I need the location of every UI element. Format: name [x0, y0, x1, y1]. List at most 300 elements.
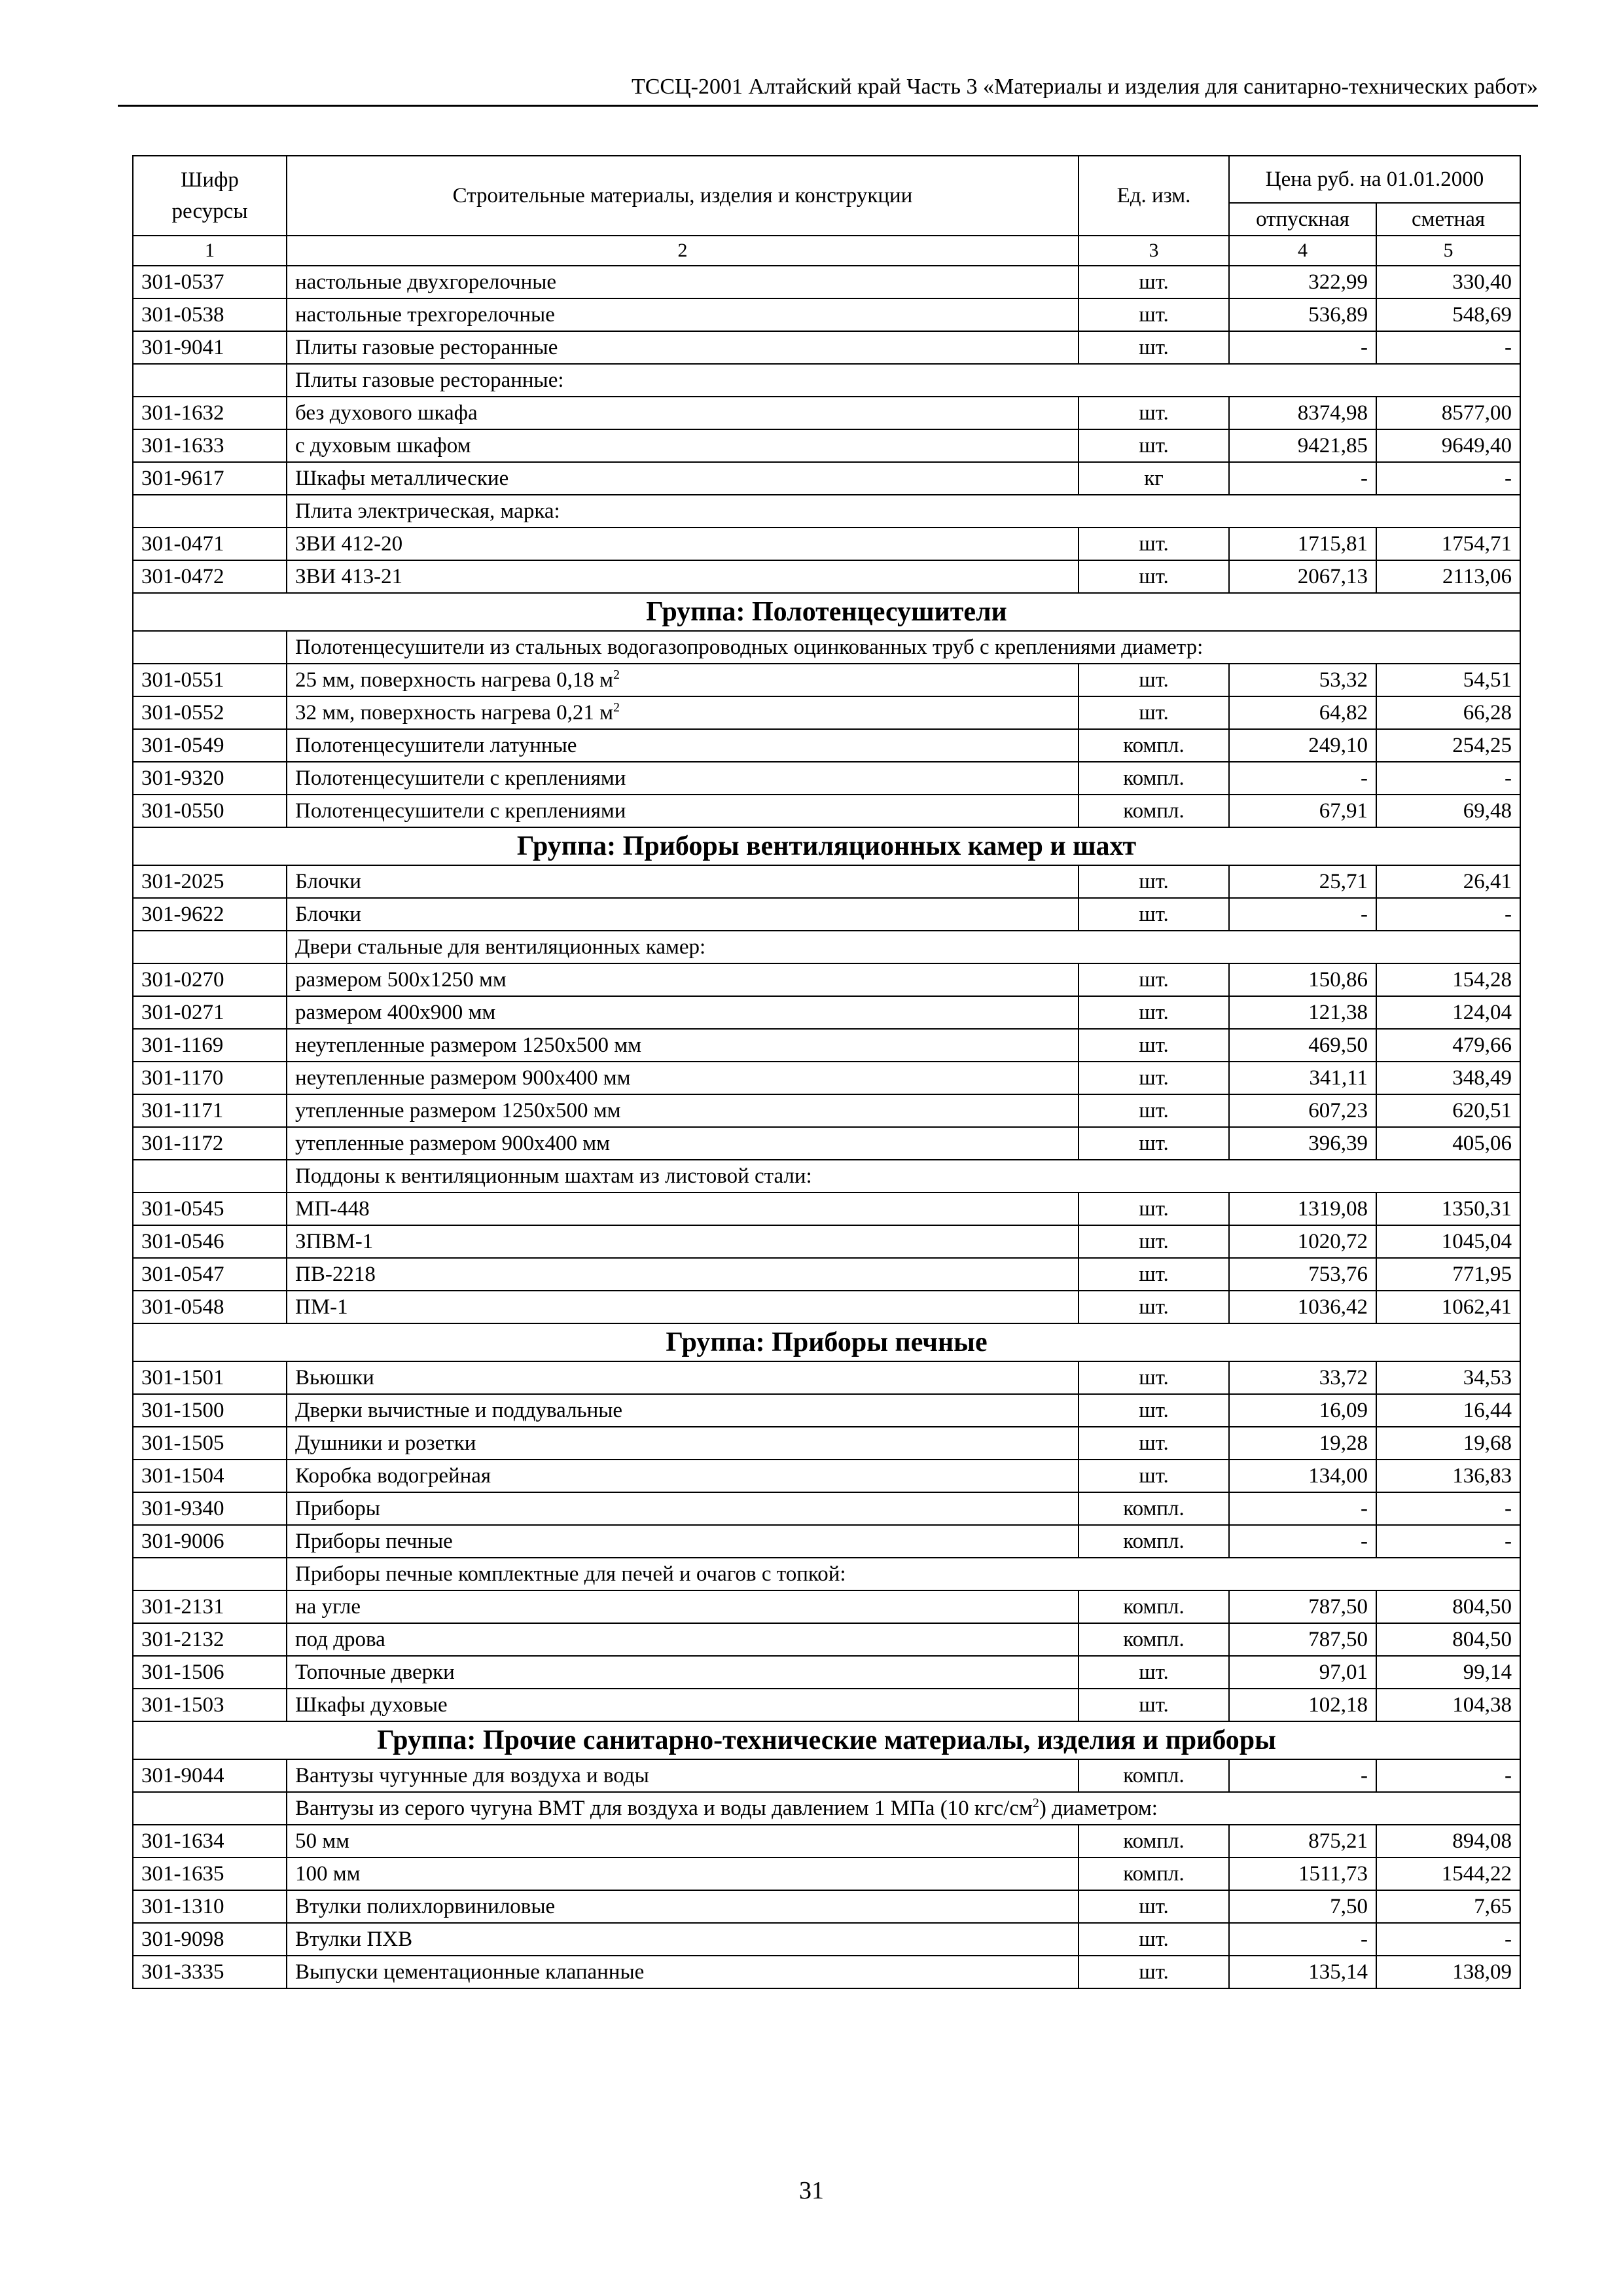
- estimate-price-cell: 548,69: [1376, 298, 1520, 331]
- code-cell: 301-0545: [133, 1193, 287, 1225]
- unit-cell: шт.: [1079, 898, 1229, 931]
- release-price-cell: 1020,72: [1229, 1225, 1376, 1258]
- name-cell: [287, 1062, 1079, 1094]
- table-row: [133, 1623, 1520, 1656]
- estimate-price-cell: 2113,06: [1376, 560, 1520, 593]
- item-name: ПВ-2218: [295, 1263, 376, 1286]
- code-cell: 301-0550: [133, 795, 287, 827]
- header-price: Цена руб. на 01.01.2000: [1229, 156, 1520, 203]
- item-name: ЗВИ 412-20: [295, 532, 403, 556]
- name-cell: [287, 1689, 1079, 1721]
- table-row: [133, 1394, 1520, 1427]
- table-row: [133, 1427, 1520, 1460]
- unit-cell: шт.: [1079, 1193, 1229, 1225]
- code-cell: 301-0546: [133, 1225, 287, 1258]
- table-row: [133, 1590, 1520, 1623]
- unit-cell: шт.: [1079, 397, 1229, 429]
- name-cell: [287, 1590, 1079, 1623]
- name-cell: [287, 298, 1079, 331]
- estimate-price-cell: 8577,00: [1376, 397, 1520, 429]
- table-row: [133, 729, 1520, 762]
- subheading-cell: [287, 631, 1520, 664]
- name-cell: [287, 1890, 1079, 1923]
- code-cell: 301-1503: [133, 1689, 287, 1721]
- release-price-cell: -: [1229, 1492, 1376, 1525]
- table-row: [133, 1689, 1520, 1721]
- code-cell: 301-1501: [133, 1361, 287, 1394]
- code-cell: 301-1171: [133, 1094, 287, 1127]
- code-cell: 301-1172: [133, 1127, 287, 1160]
- subheading-row: [133, 1792, 1520, 1825]
- release-price-cell: 536,89: [1229, 298, 1376, 331]
- estimate-price-cell: 16,44: [1376, 1394, 1520, 1427]
- release-price-cell: 67,91: [1229, 795, 1376, 827]
- table-row: [133, 1460, 1520, 1492]
- table-row: [133, 696, 1520, 729]
- table-row: [133, 963, 1520, 996]
- code-cell: 301-1634: [133, 1825, 287, 1857]
- header-estimate-price: сметная: [1376, 203, 1520, 236]
- release-price-cell: 469,50: [1229, 1029, 1376, 1062]
- name-cell: [287, 397, 1079, 429]
- name-cell: [287, 331, 1079, 364]
- release-price-cell: 150,86: [1229, 963, 1376, 996]
- estimate-price-cell: 26,41: [1376, 865, 1520, 898]
- name-cell: [287, 1525, 1079, 1558]
- item-name: Приборы печные: [295, 1530, 453, 1553]
- unit-cell: шт.: [1079, 1427, 1229, 1460]
- table-row: [133, 1492, 1520, 1525]
- name-cell: [287, 528, 1079, 560]
- table-row: [133, 1923, 1520, 1956]
- release-price-cell: 64,82: [1229, 696, 1376, 729]
- estimate-price-cell: 771,95: [1376, 1258, 1520, 1291]
- item-name: 50 мм: [295, 1829, 350, 1853]
- name-cell: [287, 1656, 1079, 1689]
- unit-cell: компл.: [1079, 1825, 1229, 1857]
- release-price-cell: 607,23: [1229, 1094, 1376, 1127]
- unit-cell: шт.: [1079, 996, 1229, 1029]
- item-name: утепленные размером 1250х500 мм: [295, 1099, 621, 1122]
- estimate-price-cell: 1350,31: [1376, 1193, 1520, 1225]
- unit-cell: компл.: [1079, 1759, 1229, 1792]
- unit-cell: компл.: [1079, 1492, 1229, 1525]
- code-cell: 301-1500: [133, 1394, 287, 1427]
- estimate-price-cell: -: [1376, 898, 1520, 931]
- item-name: Шкафы духовые: [295, 1693, 448, 1717]
- code-cell: [133, 1160, 287, 1193]
- name-cell: [287, 1956, 1079, 1988]
- item-name: неутепленные размером 900х400 мм: [295, 1066, 631, 1090]
- superscript: 2: [1032, 1796, 1039, 1810]
- unit-cell: шт.: [1079, 1094, 1229, 1127]
- subheading-text: Вантузы из серого чугуна ВМТ для воздуха и воды давлением 1 МПа (10 кгс/см: [295, 1797, 1033, 1820]
- name-cell: [287, 696, 1079, 729]
- release-price-cell: 249,10: [1229, 729, 1376, 762]
- estimate-price-cell: -: [1376, 1525, 1520, 1558]
- unit-cell: шт.: [1079, 528, 1229, 560]
- table-row: [133, 429, 1520, 462]
- estimate-price-cell: 54,51: [1376, 664, 1520, 696]
- name-cell: [287, 266, 1079, 298]
- superscript: 2: [613, 668, 620, 682]
- subheading-text-tail: ) диаметром:: [1039, 1797, 1158, 1820]
- release-price-cell: 875,21: [1229, 1825, 1376, 1857]
- table-row: [133, 1193, 1520, 1225]
- release-price-cell: 1715,81: [1229, 528, 1376, 560]
- estimate-price-cell: -: [1376, 331, 1520, 364]
- table-row: [133, 1258, 1520, 1291]
- unit-cell: шт.: [1079, 1062, 1229, 1094]
- release-price-cell: 97,01: [1229, 1656, 1376, 1689]
- estimate-price-cell: 330,40: [1376, 266, 1520, 298]
- release-price-cell: 121,38: [1229, 996, 1376, 1029]
- unit-cell: компл.: [1079, 1857, 1229, 1890]
- group-title: Группа: Прочие санитарно-технические материалы, изделия и приборы: [133, 1721, 1520, 1759]
- code-cell: 301-1632: [133, 397, 287, 429]
- item-name: Топочные дверки: [295, 1660, 455, 1684]
- subheading-cell: [287, 1558, 1520, 1590]
- unit-cell: шт.: [1079, 696, 1229, 729]
- header-unit: Ед. изм.: [1079, 156, 1229, 236]
- release-price-cell: 33,72: [1229, 1361, 1376, 1394]
- estimate-price-cell: 154,28: [1376, 963, 1520, 996]
- table-row: [133, 1029, 1520, 1062]
- release-price-cell: 135,14: [1229, 1956, 1376, 1988]
- estimate-price-cell: -: [1376, 1923, 1520, 1956]
- release-price-cell: -: [1229, 462, 1376, 495]
- release-price-cell: 8374,98: [1229, 397, 1376, 429]
- unit-cell: шт.: [1079, 1258, 1229, 1291]
- unit-cell: шт.: [1079, 963, 1229, 996]
- release-price-cell: -: [1229, 331, 1376, 364]
- group-row: [133, 593, 1520, 631]
- table-row: [133, 560, 1520, 593]
- estimate-price-cell: 254,25: [1376, 729, 1520, 762]
- code-cell: 301-9622: [133, 898, 287, 931]
- item-name: Блочки: [295, 903, 361, 926]
- item-name: Полотенцесушители латунные: [295, 734, 577, 757]
- estimate-price-cell: 1544,22: [1376, 1857, 1520, 1890]
- release-price-cell: 9421,85: [1229, 429, 1376, 462]
- name-cell: [287, 795, 1079, 827]
- code-cell: 301-1504: [133, 1460, 287, 1492]
- estimate-price-cell: 620,51: [1376, 1094, 1520, 1127]
- subheading-row: [133, 364, 1520, 397]
- code-cell: [133, 1558, 287, 1590]
- table-row: [133, 331, 1520, 364]
- unit-cell: шт.: [1079, 1656, 1229, 1689]
- subheading-cell: [287, 931, 1520, 963]
- code-cell: 301-0551: [133, 664, 287, 696]
- unit-cell: шт.: [1079, 1127, 1229, 1160]
- item-name: Приборы: [295, 1497, 380, 1520]
- estimate-price-cell: 34,53: [1376, 1361, 1520, 1394]
- table-row: [133, 528, 1520, 560]
- name-cell: [287, 898, 1079, 931]
- code-cell: 301-0537: [133, 266, 287, 298]
- subheading-row: [133, 495, 1520, 528]
- group-title: Группа: Приборы вентиляционных камер и шахт: [133, 827, 1520, 865]
- name-cell: [287, 1127, 1079, 1160]
- name-cell: [287, 865, 1079, 898]
- item-name: ЗПВМ-1: [295, 1230, 374, 1253]
- table-row: [133, 1127, 1520, 1160]
- table-row: [133, 397, 1520, 429]
- release-price-cell: 134,00: [1229, 1460, 1376, 1492]
- item-name: Втулки полихлорвиниловые: [295, 1895, 556, 1918]
- name-cell: [287, 1225, 1079, 1258]
- code-cell: 301-9044: [133, 1759, 287, 1792]
- release-price-cell: 19,28: [1229, 1427, 1376, 1460]
- estimate-price-cell: 1045,04: [1376, 1225, 1520, 1258]
- estimate-price-cell: 1754,71: [1376, 528, 1520, 560]
- code-cell: 301-1310: [133, 1890, 287, 1923]
- item-name: утепленные размером 900х400 мм: [295, 1132, 610, 1155]
- item-name: Душники и розетки: [295, 1431, 476, 1455]
- name-cell: [287, 1258, 1079, 1291]
- item-name: 25 мм, поверхность нагрева 0,18 м: [295, 668, 613, 692]
- item-name: Дверки вычистные и поддувальные: [295, 1399, 623, 1422]
- code-cell: 301-9098: [133, 1923, 287, 1956]
- item-name: под дрова: [295, 1628, 385, 1651]
- group-row: [133, 827, 1520, 865]
- release-price-cell: 7,50: [1229, 1890, 1376, 1923]
- code-cell: 301-2132: [133, 1623, 287, 1656]
- table-row: [133, 795, 1520, 827]
- code-cell: 301-1633: [133, 429, 287, 462]
- name-cell: [287, 1394, 1079, 1427]
- table-row: [133, 1225, 1520, 1258]
- estimate-price-cell: -: [1376, 1759, 1520, 1792]
- unit-cell: шт.: [1079, 266, 1229, 298]
- unit-cell: компл.: [1079, 1590, 1229, 1623]
- subheading-cell: [287, 1792, 1520, 1825]
- estimate-price-cell: -: [1376, 1492, 1520, 1525]
- item-name: настольные трехгорелочные: [295, 303, 555, 327]
- name-cell: [287, 429, 1079, 462]
- subheading-text: Приборы печные комплектные для печей и очагов с топкой:: [295, 1562, 846, 1586]
- unit-cell: шт.: [1079, 1923, 1229, 1956]
- release-price-cell: -: [1229, 1525, 1376, 1558]
- estimate-price-cell: 348,49: [1376, 1062, 1520, 1094]
- estimate-price-cell: -: [1376, 462, 1520, 495]
- code-cell: 301-1170: [133, 1062, 287, 1094]
- estimate-price-cell: 124,04: [1376, 996, 1520, 1029]
- subheading-text: Плита электрическая, марка:: [295, 499, 560, 523]
- name-cell: [287, 1923, 1079, 1956]
- release-price-cell: -: [1229, 1923, 1376, 1956]
- table-row: [133, 664, 1520, 696]
- item-name: Втулки ПХВ: [295, 1928, 413, 1951]
- code-cell: 301-2025: [133, 865, 287, 898]
- code-cell: 301-1506: [133, 1656, 287, 1689]
- column-number: 3: [1079, 236, 1229, 266]
- code-cell: 301-1635: [133, 1857, 287, 1890]
- code-cell: 301-0271: [133, 996, 287, 1029]
- group-title: Группа: Полотенцесушители: [133, 593, 1520, 631]
- page-header: ТССЦ-2001 Алтайский край Часть 3 «Материалы и изделия для санитарно-технических работ»: [118, 71, 1538, 107]
- page-number: 31: [799, 2177, 824, 2204]
- item-name: Полотенцесушители с креплениями: [295, 799, 626, 823]
- table-row: [133, 1656, 1520, 1689]
- code-cell: 301-0549: [133, 729, 287, 762]
- release-price-cell: 1511,73: [1229, 1857, 1376, 1890]
- code-cell: 301-0547: [133, 1258, 287, 1291]
- release-price-cell: 322,99: [1229, 266, 1376, 298]
- subheading-row: [133, 931, 1520, 963]
- name-cell: [287, 1361, 1079, 1394]
- item-name: Выпуски цементационные клапанные: [295, 1960, 645, 1984]
- item-name: ПМ-1: [295, 1295, 348, 1319]
- estimate-price-cell: 479,66: [1376, 1029, 1520, 1062]
- item-name: неутепленные размером 1250х500 мм: [295, 1033, 641, 1057]
- group-title: Группа: Приборы печные: [133, 1323, 1520, 1361]
- name-cell: [287, 996, 1079, 1029]
- table-row: [133, 865, 1520, 898]
- release-price-cell: 341,11: [1229, 1062, 1376, 1094]
- subheading-text: Плиты газовые ресторанные:: [295, 368, 564, 392]
- subheading-text: Полотенцесушители из стальных водогазопроводных оцинкованных труб с креплениями диаметр:: [295, 636, 1204, 659]
- subheading-cell: [287, 1160, 1520, 1193]
- estimate-price-cell: 136,83: [1376, 1460, 1520, 1492]
- subheading-text: Поддоны к вентиляционным шахтам из листовой стали:: [295, 1164, 812, 1188]
- table-row: [133, 996, 1520, 1029]
- table-row: [133, 266, 1520, 298]
- subheading-cell: [287, 364, 1520, 397]
- item-name: 100 мм: [295, 1862, 361, 1886]
- code-cell: 301-3335: [133, 1956, 287, 1988]
- estimate-price-cell: 1062,41: [1376, 1291, 1520, 1323]
- name-cell: [287, 1623, 1079, 1656]
- unit-cell: шт.: [1079, 1361, 1229, 1394]
- column-number: 4: [1229, 236, 1376, 266]
- code-cell: 301-9617: [133, 462, 287, 495]
- name-cell: [287, 729, 1079, 762]
- name-cell: [287, 1094, 1079, 1127]
- code-cell: 301-0538: [133, 298, 287, 331]
- code-cell: 301-2131: [133, 1590, 287, 1623]
- table-row: [133, 1361, 1520, 1394]
- estimate-price-cell: -: [1376, 762, 1520, 795]
- code-cell: 301-1169: [133, 1029, 287, 1062]
- unit-cell: компл.: [1079, 1623, 1229, 1656]
- name-cell: [287, 1291, 1079, 1323]
- code-cell: 301-9006: [133, 1525, 287, 1558]
- table-body: [133, 266, 1520, 1988]
- code-cell: [133, 364, 287, 397]
- header-code: Шифр ресурсы: [133, 156, 287, 236]
- estimate-price-cell: 9649,40: [1376, 429, 1520, 462]
- unit-cell: компл.: [1079, 762, 1229, 795]
- price-table: [132, 155, 1521, 1989]
- item-name: Блочки: [295, 870, 361, 893]
- item-name: ЗВИ 413-21: [295, 565, 403, 588]
- name-cell: [287, 462, 1079, 495]
- item-name: настольные двухгорелочные: [295, 270, 557, 294]
- unit-cell: шт.: [1079, 298, 1229, 331]
- code-cell: 301-0548: [133, 1291, 287, 1323]
- table-row: [133, 762, 1520, 795]
- table-row: [133, 1525, 1520, 1558]
- table-row: [133, 1890, 1520, 1923]
- release-price-cell: 396,39: [1229, 1127, 1376, 1160]
- estimate-price-cell: 894,08: [1376, 1825, 1520, 1857]
- table-row: [133, 1062, 1520, 1094]
- name-cell: [287, 664, 1079, 696]
- estimate-price-cell: 99,14: [1376, 1656, 1520, 1689]
- table-row: [133, 462, 1520, 495]
- header-release-price: отпускная: [1229, 203, 1376, 236]
- name-cell: [287, 1029, 1079, 1062]
- release-price-cell: -: [1229, 1759, 1376, 1792]
- release-price-cell: 753,76: [1229, 1258, 1376, 1291]
- column-number: 2: [287, 236, 1079, 266]
- estimate-price-cell: 66,28: [1376, 696, 1520, 729]
- unit-cell: шт.: [1079, 560, 1229, 593]
- item-name: Коробка водогрейная: [295, 1464, 491, 1488]
- estimate-price-cell: 804,50: [1376, 1623, 1520, 1656]
- estimate-price-cell: 138,09: [1376, 1956, 1520, 1988]
- name-cell: [287, 1460, 1079, 1492]
- code-cell: [133, 631, 287, 664]
- unit-cell: шт.: [1079, 331, 1229, 364]
- unit-cell: компл.: [1079, 729, 1229, 762]
- code-cell: 301-0472: [133, 560, 287, 593]
- item-name: Шкафы металлические: [295, 467, 509, 490]
- code-cell: 301-0552: [133, 696, 287, 729]
- item-name: Вантузы чугунные для воздуха и воды: [295, 1764, 649, 1787]
- item-name: МП-448: [295, 1197, 370, 1221]
- estimate-price-cell: 104,38: [1376, 1689, 1520, 1721]
- name-cell: [287, 762, 1079, 795]
- release-price-cell: -: [1229, 898, 1376, 931]
- subheading-cell: [287, 495, 1520, 528]
- item-name: 32 мм, поверхность нагрева 0,21 м: [295, 701, 613, 725]
- item-name: Полотенцесушители с креплениями: [295, 766, 626, 790]
- release-price-cell: 25,71: [1229, 865, 1376, 898]
- unit-cell: шт.: [1079, 664, 1229, 696]
- table-row: [133, 1857, 1520, 1890]
- unit-cell: шт.: [1079, 429, 1229, 462]
- item-name: без духового шкафа: [295, 401, 478, 425]
- estimate-price-cell: 69,48: [1376, 795, 1520, 827]
- unit-cell: шт.: [1079, 1460, 1229, 1492]
- table-row: [133, 298, 1520, 331]
- unit-cell: шт.: [1079, 1291, 1229, 1323]
- code-cell: [133, 495, 287, 528]
- column-number: 5: [1376, 236, 1520, 266]
- table-row: [133, 898, 1520, 931]
- item-name: на угле: [295, 1595, 361, 1619]
- release-price-cell: 16,09: [1229, 1394, 1376, 1427]
- unit-cell: компл.: [1079, 1525, 1229, 1558]
- unit-cell: шт.: [1079, 1890, 1229, 1923]
- release-price-cell: 787,50: [1229, 1623, 1376, 1656]
- column-number: 1: [133, 236, 287, 266]
- release-price-cell: -: [1229, 762, 1376, 795]
- name-cell: [287, 1759, 1079, 1792]
- table-row: [133, 1956, 1520, 1988]
- table-row: [133, 1291, 1520, 1323]
- estimate-price-cell: 19,68: [1376, 1427, 1520, 1460]
- release-price-cell: 1319,08: [1229, 1193, 1376, 1225]
- unit-cell: шт.: [1079, 1225, 1229, 1258]
- code-cell: 301-9320: [133, 762, 287, 795]
- table-row: [133, 1094, 1520, 1127]
- table-row: [133, 1759, 1520, 1792]
- release-price-cell: 53,32: [1229, 664, 1376, 696]
